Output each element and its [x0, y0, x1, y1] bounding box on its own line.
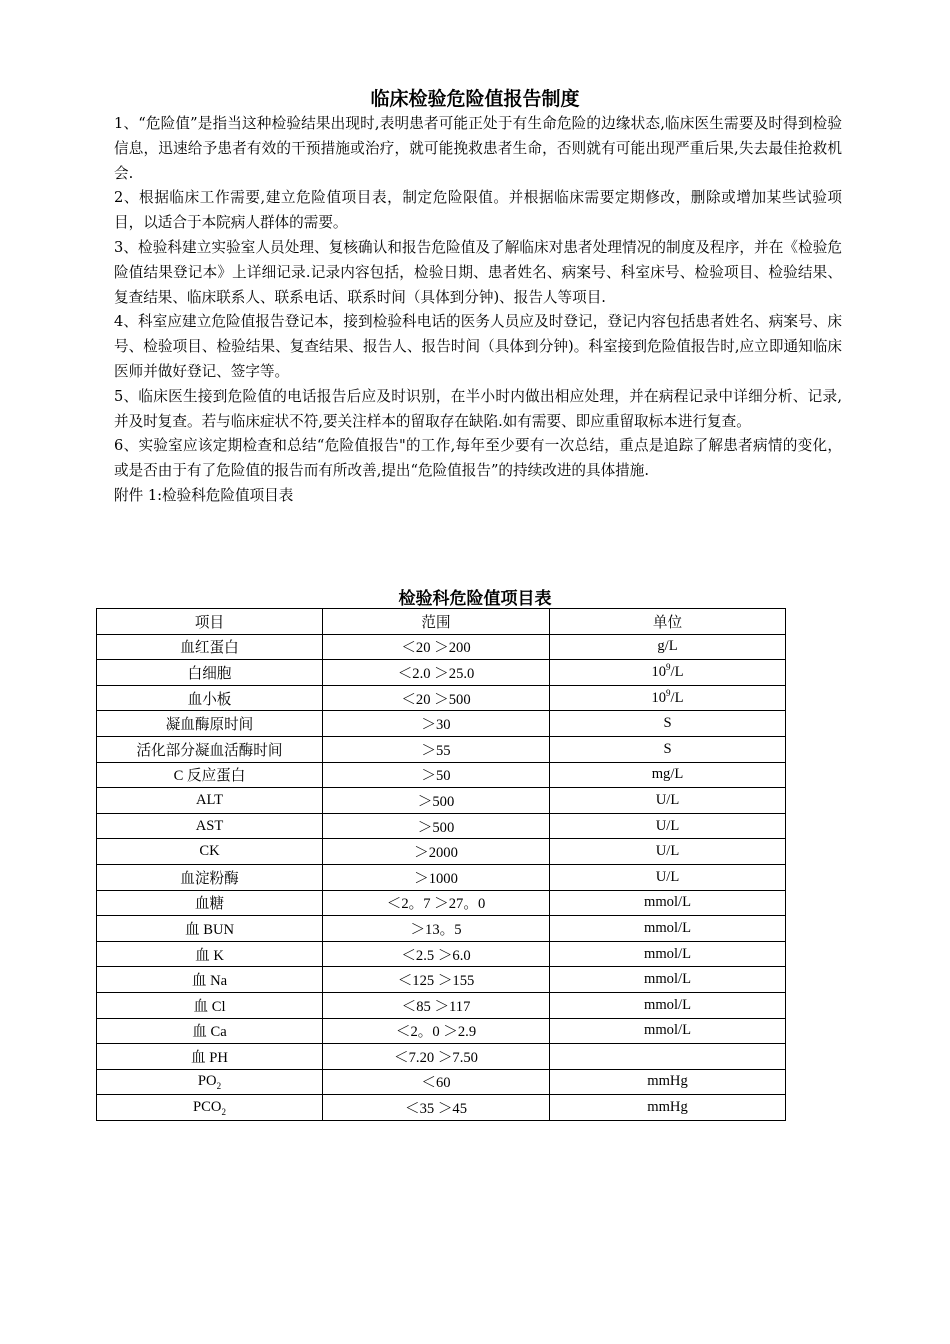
cell-item: 血糖 — [97, 890, 323, 916]
unit-superscript: 9 — [666, 687, 671, 698]
cell-item: 血 K — [97, 941, 323, 967]
cell-range: ＜7.20 ＞7.50 — [323, 1044, 550, 1070]
table-row — [97, 890, 786, 916]
table-row — [97, 736, 786, 762]
cell-item: AST — [97, 813, 323, 839]
header-unit: 单位 — [550, 609, 786, 635]
paragraph-3: 3、检验科建立实验室人员处理、复核确认和报告危险值及了解临床对患者处理情况的制度及程序，并在《检验危险值结果登记本》上详细记录.记录内容包括，检验日期、患者姓名、病案号、科室床号、检验项目、检验结果、复查结果、临床联系人、联系电话、联系时间（具体到分钟)、报告人等项目. — [114, 238, 842, 306]
critical-value-table — [96, 608, 786, 1121]
cell-range: ＜60 — [323, 1069, 550, 1095]
cell-unit: U/L — [550, 864, 786, 890]
cell-range: ＜20 ＞500 — [323, 685, 550, 711]
cell-unit — [550, 660, 786, 686]
table-row — [97, 711, 786, 737]
cell-range: ＜35 ＞45 — [323, 1095, 550, 1121]
cell-item: 血 BUN — [97, 916, 323, 942]
table-row — [97, 839, 786, 865]
cell-item — [97, 1069, 323, 1095]
table-row — [97, 634, 786, 660]
table-row — [97, 813, 786, 839]
cell-item: 凝血酶原时间 — [97, 711, 323, 737]
table-row — [97, 941, 786, 967]
cell-range: ＞30 — [323, 711, 550, 737]
cell-unit: g/L — [550, 634, 786, 660]
cell-unit: mmol/L — [550, 992, 786, 1018]
header-range: 范围 — [323, 609, 550, 635]
unit-tail: /L — [670, 663, 684, 680]
cell-unit: U/L — [550, 813, 786, 839]
cell-unit: mg/L — [550, 762, 786, 788]
cell-item: CK — [97, 839, 323, 865]
cell-item: 活化部分凝血活酶时间 — [97, 736, 323, 762]
table-row — [97, 864, 786, 890]
cell-range: ＜2.0 ＞25.0 — [323, 660, 550, 686]
cell-range: ＜20 ＞200 — [323, 634, 550, 660]
cell-unit: mmHg — [550, 1095, 786, 1121]
cell-unit: mmol/L — [550, 941, 786, 967]
document-body — [114, 112, 842, 509]
table-row — [97, 762, 786, 788]
cell-unit: U/L — [550, 839, 786, 865]
cell-unit: U/L — [550, 788, 786, 814]
item-text: PO — [197, 1073, 217, 1090]
cell-item: 血红蛋白 — [97, 634, 323, 660]
cell-range: ＜2.5 ＞6.0 — [323, 941, 550, 967]
table-header-row — [97, 609, 786, 635]
cell-unit — [550, 685, 786, 711]
cell-unit: mmol/L — [550, 916, 786, 942]
item-subscript: 2 — [221, 1106, 226, 1117]
cell-item — [97, 1095, 323, 1121]
unit-superscript: 9 — [666, 662, 671, 673]
unit-tail: /L — [670, 689, 684, 706]
cell-unit — [550, 1044, 786, 1070]
paragraph-2: 2、根据临床工作需要,建立危险值项目表，制定危险限值。并根据临床需要定期修改，删除或增加某些试验项目，以适合于本院病人群体的需要。 — [114, 189, 842, 232]
unit-base: 10 — [651, 689, 667, 706]
cell-range: ＜2。0 ＞2.9 — [323, 1018, 550, 1044]
table-row — [97, 788, 786, 814]
cell-range: ＜125 ＞155 — [323, 967, 550, 993]
table-title: 检验科危险值项目表 — [398, 589, 552, 609]
table-row — [97, 685, 786, 711]
cell-unit: mmol/L — [550, 967, 786, 993]
cell-item: ALT — [97, 788, 323, 814]
cell-unit: mmol/L — [550, 1018, 786, 1044]
table-row — [97, 967, 786, 993]
cell-range: ＞500 — [323, 788, 550, 814]
table-row — [97, 660, 786, 686]
cell-item: C 反应蛋白 — [97, 762, 323, 788]
cell-range: ＞2000 — [323, 839, 550, 865]
cell-item: 血 Na — [97, 967, 323, 993]
paragraph-6: 6、实验室应该定期检查和总结“危险值报告"的工作,每年至少要有一次总结，重点是追踪了解患者病情的变化，或是否由于有了危险值的报告而有所改善,提出“危险值报告”的持续改进的具体措施. — [114, 437, 842, 480]
cell-unit: S — [550, 711, 786, 737]
cell-range: ＞13。5 — [323, 916, 550, 942]
cell-range: ＞500 — [323, 813, 550, 839]
table-row — [97, 1044, 786, 1070]
item-text: PCO — [193, 1099, 222, 1116]
cell-range: ＞1000 — [323, 864, 550, 890]
cell-unit: S — [550, 736, 786, 762]
table-row — [97, 992, 786, 1018]
table-row — [97, 1069, 786, 1095]
cell-item: 血淀粉酶 — [97, 864, 323, 890]
cell-unit: mmol/L — [550, 890, 786, 916]
cell-unit: mmHg — [550, 1069, 786, 1095]
table-row — [97, 1095, 786, 1121]
cell-item: 血小板 — [97, 685, 323, 711]
cell-range: ＞50 — [323, 762, 550, 788]
table-row — [97, 1018, 786, 1044]
appendix-label: 附件 1:检验科危险值项目表 — [114, 486, 294, 504]
cell-range: ＜2。7 ＞27。0 — [323, 890, 550, 916]
cell-item: 血 PH — [97, 1044, 323, 1070]
item-subscript: 2 — [216, 1081, 222, 1092]
cell-range: ＞55 — [323, 736, 550, 762]
table-row — [97, 916, 786, 942]
document-title: 临床检验危险值报告制度 — [370, 88, 580, 110]
cell-item: 血 Cl — [97, 992, 323, 1018]
cell-item: 血 Ca — [97, 1018, 323, 1044]
unit-base: 10 — [651, 663, 667, 680]
paragraph-5: 5、临床医生接到危险值的电话报告后应及时识别，在半小时内做出相应处理，并在病程记录中详细分析、记录,并及时复查。若与临床症状不符,要关注样本的留取存在缺陷.如有需要、即应重留取标本进行复查。 — [114, 387, 842, 430]
paragraph-1: 1、“危险值”是指当这种检验结果出现时,表明患者可能正处于有生命危险的边缘状态,临床医生需要及时得到检验信息，迅速给予患者有效的干预措施或治疗，就可能挽救患者生命，否则就有可能出现严重后果,失去最佳抢救机会. — [114, 115, 842, 182]
paragraph-4: 4、科室应建立危险值报告登记本，接到检验科电话的医务人员应及时登记，登记内容包括患者姓名、病案号、床号、检验项目、检验结果、复查结果、报告人、报告时间（具体到分钟)。科室接到危险值报告时,应立即通知临床医师并做好登记、签字等。 — [114, 313, 842, 380]
cell-item: 白细胞 — [97, 660, 323, 686]
header-item: 项目 — [97, 609, 323, 635]
cell-range: ＜85 ＞117 — [323, 992, 550, 1018]
